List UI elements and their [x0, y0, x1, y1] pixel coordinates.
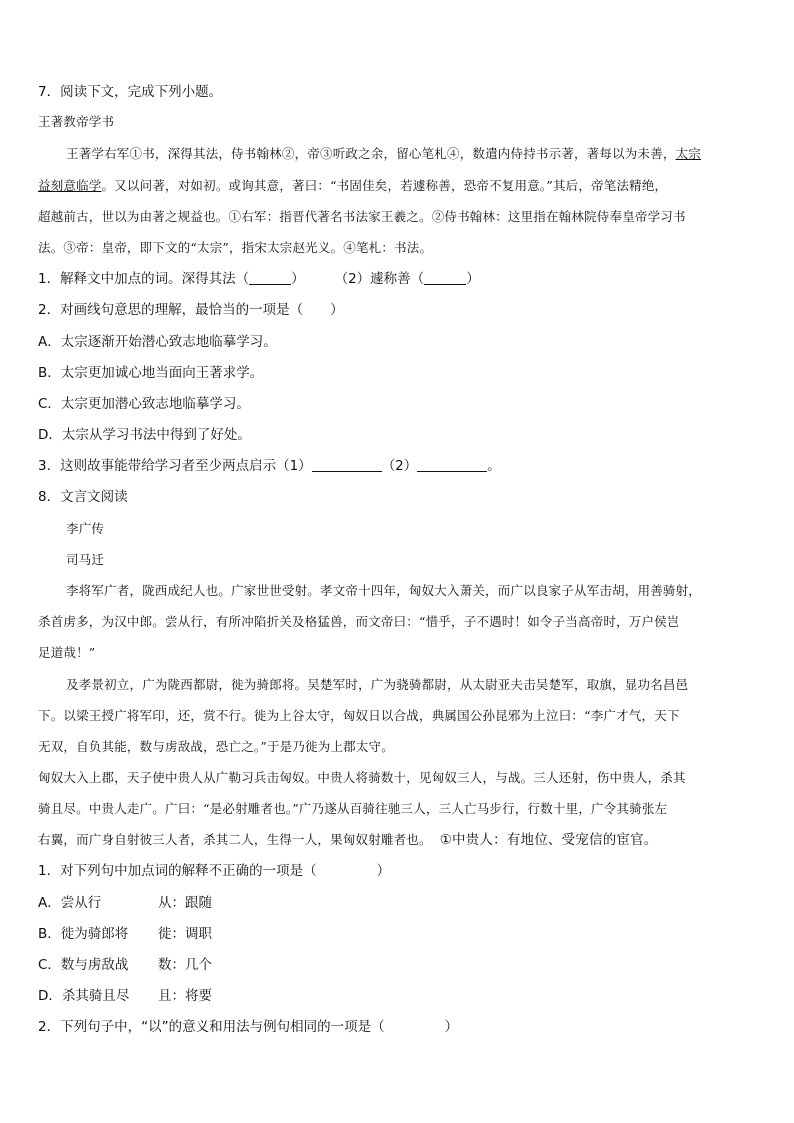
- q8-passage-line-8: 骑且尽。中贵人走广。广曰：“是必射雕者也。”广乃遂从百骑往驰三人，三人亡马步行，行数十里，广令其骑张左: [38, 801, 668, 816]
- q7-option-d[interactable]: D．太宗从学习书法中得到了好处。: [38, 427, 251, 443]
- q7-option-a[interactable]: A．太宗逐渐开始潜心致志地临摹学习。: [38, 334, 277, 350]
- q7-sub3: [38, 456, 758, 476]
- q8-passage-line-9: [38, 830, 758, 850]
- q8-sub2: [38, 1017, 758, 1037]
- q7-sub3-mid: （2）: [381, 458, 418, 474]
- q8-passage-line-6: 无双，自负其能，数与虏敌战，恐亡之。”于是乃徙为上郡太守。: [38, 739, 394, 754]
- q8-passage-title: 李广传: [66, 521, 105, 536]
- q7-sub3-blank-1[interactable]: [312, 457, 382, 472]
- q8-option-b-phrase: B．徙为骑郎将: [38, 926, 129, 942]
- q8-option-c[interactable]: [38, 955, 758, 975]
- q8-sub1: [38, 861, 758, 881]
- q7-sub3-prompt: 3．这则故事能带给学习者至少两点启示（1）: [38, 458, 312, 474]
- q7-sub2: 2．对画线句意思的理解，最恰当的一项是（ ）: [38, 302, 344, 318]
- q7-sub1-prompt: 1．解释文中加点的词。深得其法（: [38, 271, 250, 287]
- q7-p1-text: 王著学右军①书，深得其法，侍书翰林②，帝③听政之余，留心笔札④，数遣内侍持书示著，著每以为未善，: [66, 146, 676, 161]
- q8-option-b-gloss: 徙：调职: [158, 926, 212, 942]
- q8-option-d-phrase: D．杀其骑且尽: [38, 988, 130, 1004]
- q7-title: 7．阅读下文，完成下列小题。: [38, 84, 223, 100]
- q8-option-c-phrase: C．数与虏敌战: [38, 957, 129, 973]
- q8-passage-line-7: 匈奴大入上郡，天子使中贵人从广勒习兵击匈奴。中贵人将骑数十，见匈奴三人，与战。三人还射，伤中贵人，杀其: [38, 770, 686, 785]
- q8-option-a[interactable]: [38, 893, 758, 913]
- q7-sub1-close-1: ）: [291, 271, 305, 287]
- q7-option-b[interactable]: B．太宗更加诚心地当面向王著求学。: [38, 365, 264, 381]
- q7-sub3-end: 。: [487, 458, 501, 474]
- q7-option-c[interactable]: C．太宗更加潜心致志地临摹学习。: [38, 396, 250, 412]
- q7-sub1-blank-2[interactable]: [424, 270, 466, 285]
- q8-title: 8．文言文阅读: [38, 489, 128, 505]
- q7-passage-line-3: 超越前古，世以为由著之规益也。①右军：指晋代著名书法家王羲之。②侍书翰林：这里指在翰林院侍奉皇帝学习书: [38, 209, 686, 224]
- q7-passage-line-4: 法。③帝：皇帝，即下文的“太宗”，指宋太宗赵光义。④笔札：书法。: [38, 240, 433, 255]
- q8-passage-line-4: 及孝景初立，广为陇西都尉，徙为骑郎将。吴楚军时，广为骁骑都尉，从太尉亚夫击吴楚军，取旗，显功名昌邑: [66, 677, 689, 692]
- q7-passage-line-1: [38, 144, 758, 164]
- q8-option-d-gloss: 且：将要: [158, 988, 212, 1004]
- q8-option-c-gloss: 数：几个: [158, 957, 212, 973]
- q8-sub2-prompt: 2．下列句子中，“以”的意义和用法与例句相同的一项是（: [38, 1019, 385, 1035]
- q8-passage-line-9-text: 右翼，而广身自射彼三人者，杀其二人，生得一人，果匈奴射雕者也。: [38, 832, 432, 847]
- q8-option-b[interactable]: [38, 924, 758, 944]
- q8-option-a-gloss: 从：跟随: [158, 895, 212, 911]
- q8-sub1-close: ）: [376, 863, 391, 879]
- q7-passage-title: 王著教帝学书: [38, 114, 115, 129]
- q7-sub1-close-2: ）: [466, 271, 480, 287]
- q8-option-a-phrase: A．尝从行: [38, 895, 102, 911]
- q7-p2-text: 。又以问著，对如初。或询其意，著曰：“书固佳矣，若遽称善，恐帝不复用意。”其后，帝笔法精绝，: [101, 178, 668, 193]
- q7-sub1: [38, 269, 758, 289]
- q7-underlined-2: 益刻意临学: [38, 178, 102, 193]
- q8-option-d[interactable]: [38, 986, 758, 1006]
- q7-sub1-blank-1[interactable]: [249, 270, 291, 285]
- q8-footnote: ①中贵人：有地位、受宠信的宦官。: [439, 832, 658, 848]
- q8-author: 司马迁: [66, 552, 105, 567]
- q7-passage-line-2: [38, 176, 758, 196]
- q8-passage-line-2: 杀首虏多，为汉中郎。尝从行，有所冲陷折关及格猛兽，而文帝曰：“惜乎，子不遇时！如令子当高帝时，万户侯岂: [38, 614, 680, 629]
- q8-passage-line-3: 足道哉！”: [38, 645, 96, 660]
- q8-sub2-close: ）: [444, 1019, 459, 1035]
- q8-passage-line-5: 下。以梁王授广将军印，还，赏不行。徙为上谷太守，匈奴日以合战，典属国公孙昆邪为上泣曰：“李广才气，天下: [38, 708, 680, 723]
- q7-underlined-1: 太宗: [675, 146, 702, 161]
- q7-sub3-blank-2[interactable]: [417, 457, 487, 472]
- q8-passage-line-1: 李将军广者，陇西成纪人也。广家世世受射。孝文帝十四年，匈奴大入萧关，而广以良家子从军击胡，用善骑射，: [66, 583, 702, 598]
- q7-sub1-prompt-2: （2）遽称善（: [334, 271, 425, 287]
- q8-sub1-prompt: 1．对下列句中加点词的解释不正确的一项是（: [38, 863, 317, 879]
